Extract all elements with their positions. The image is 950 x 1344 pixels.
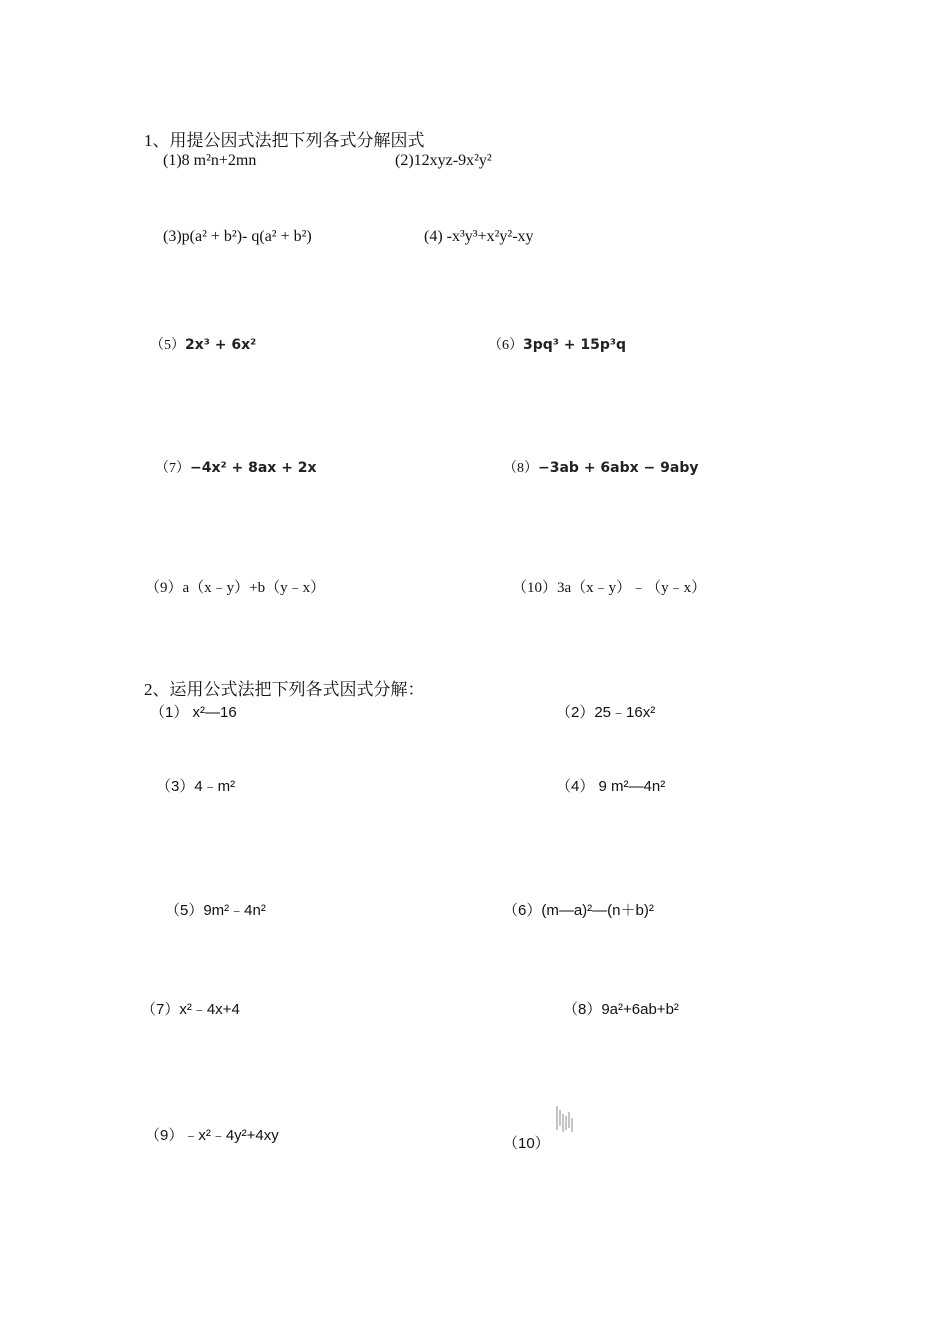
section1-title: 1、用提公因式法把下列各式分解因式 <box>144 131 425 150</box>
garbled-expression-image <box>554 1104 576 1134</box>
s1-problem-8-label: （8） <box>503 461 538 476</box>
s2-problem-6: （6）(m—a)²—(n＋b)² <box>503 902 654 919</box>
s1-problem-7-label: （7） <box>155 461 190 476</box>
s2-problem-10 <box>503 1104 576 1152</box>
s1-problem-6 <box>488 334 626 354</box>
s2-problem-3: （3）4﹣m² <box>156 778 236 795</box>
s1-problem-8-expr: −3ab + 6abx − 9aby <box>538 460 699 476</box>
s1-problem-7-expr: −4x² + 8ax + 2x <box>190 460 317 476</box>
s1-problem-2: (2)12xyz-9x²y² <box>395 152 492 169</box>
s1-problem-3: (3)p(a² + b²)- q(a² + b²) <box>163 228 312 245</box>
s2-problem-4: （4） 9 m²—4n² <box>556 778 666 795</box>
s1-problem-8 <box>503 457 698 477</box>
s1-problem-4: (4) -x³y³+x²y²-xy <box>424 228 534 245</box>
s1-problem-5 <box>150 334 256 354</box>
s1-problem-9: （9）a（x﹣y）+b（y﹣x） <box>145 580 326 596</box>
s1-problem-6-label: （6） <box>488 338 523 353</box>
s2-problem-2: （2）25﹣16x² <box>556 704 656 721</box>
s2-problem-7: （7）x²﹣4x+4 <box>141 1001 240 1018</box>
s2-problem-8: （8）9a²+6ab+b² <box>563 1001 679 1018</box>
s1-problem-6-expr: 3pq³ + 15p³q <box>523 337 627 353</box>
s1-problem-1: (1)8 m²n+2mn <box>163 152 257 169</box>
s2-problem-1: （1） x²—16 <box>150 704 237 721</box>
section2-title: 2、运用公式法把下列各式因式分解： <box>144 680 425 699</box>
s1-problem-10: （10）3a（x﹣y）﹣（y﹣x） <box>512 580 707 596</box>
s2-problem-5: （5）9m²﹣4n² <box>165 902 266 919</box>
s1-problem-5-expr: 2x³ + 6x² <box>185 337 257 353</box>
s1-problem-7 <box>155 457 317 477</box>
s1-problem-5-label: （5） <box>150 338 185 353</box>
s2-problem-9: （9）﹣x²﹣4y²+4xy <box>145 1127 279 1144</box>
s2-problem-10-label: （10） <box>503 1135 550 1152</box>
